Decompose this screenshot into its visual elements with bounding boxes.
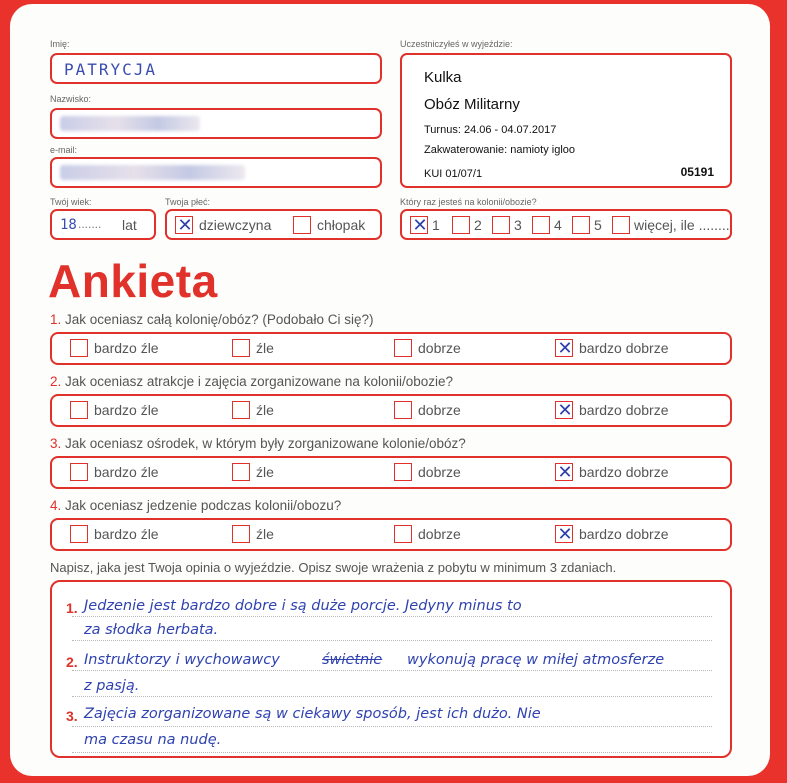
rating-option-label: źle: [256, 526, 274, 542]
checkbox-icon[interactable]: [394, 463, 412, 481]
times-option[interactable]: [612, 216, 730, 234]
trip-info-box: [400, 53, 732, 188]
times-option[interactable]: [492, 216, 522, 234]
trip-name-2: Obóz Militarny: [424, 96, 520, 113]
checkbox-icon[interactable]: [410, 216, 428, 234]
rating-row-2: [50, 394, 732, 427]
checkbox-icon[interactable]: [232, 525, 250, 543]
gender-field: [165, 209, 382, 240]
checkbox-icon[interactable]: [555, 525, 573, 543]
name-label: Imię:: [50, 39, 70, 49]
crossed-word: świetnie: [322, 652, 383, 668]
age-value: 18: [60, 217, 77, 233]
question-3: [50, 436, 466, 451]
opinion-number: 1.: [66, 600, 78, 616]
checkbox-icon[interactable]: [572, 216, 590, 234]
opinion-number: 3.: [66, 708, 78, 724]
checkbox-icon[interactable]: [394, 525, 412, 543]
gender-option-label: chłopak: [317, 217, 366, 233]
checkbox-icon[interactable]: [555, 401, 573, 419]
surname-field[interactable]: [50, 108, 382, 139]
times-option[interactable]: [532, 216, 562, 234]
trip-number: 05191: [680, 165, 714, 179]
checkbox-icon[interactable]: [394, 339, 412, 357]
email-field[interactable]: [50, 157, 382, 188]
rating-option[interactable]: [555, 525, 669, 543]
surname-label: Nazwisko:: [50, 94, 92, 104]
age-label: Twój wiek:: [50, 197, 92, 207]
times-option-label: 3: [514, 217, 522, 233]
rating-row-1: [50, 332, 732, 365]
rating-option[interactable]: [394, 463, 461, 481]
times-option-label: 5: [594, 217, 602, 233]
question-text: Jak oceniasz jedzenie podczas kolonii/obozu?: [65, 498, 342, 513]
redacted-surname: [60, 116, 200, 131]
rating-option[interactable]: [232, 525, 274, 543]
rating-row-4: [50, 518, 732, 551]
rating-option-label: bardzo dobrze: [579, 526, 669, 542]
question-number: 4.: [50, 498, 62, 513]
rating-option[interactable]: [394, 401, 461, 419]
times-label: Który raz jesteś na kolonii/obozie?: [400, 197, 537, 207]
writing-line: [72, 674, 712, 697]
survey-sheet: [10, 4, 770, 776]
rating-option-label: dobrze: [418, 464, 461, 480]
question-text: Jak oceniasz atrakcje i zajęcia zorganizowane na kolonii/obozie?: [65, 374, 454, 389]
times-field: [400, 209, 732, 240]
opinion-box[interactable]: [50, 580, 732, 758]
name-value: PATRYCJA: [64, 60, 158, 79]
checkbox-icon[interactable]: [232, 463, 250, 481]
opinion-line: Jedzenie jest bardzo dobre i są duże porcje. Jedyny minus to: [84, 598, 522, 614]
times-option-label: 4: [554, 217, 562, 233]
redacted-email: [60, 165, 245, 180]
age-dots: .......: [78, 217, 102, 231]
trip-name-1: Kulka: [424, 69, 462, 86]
question-1: [50, 312, 373, 327]
times-option-label: więcej, ile ........: [634, 217, 730, 233]
accommodation-value: namioty igloo: [510, 144, 576, 156]
question-number: 3.: [50, 436, 62, 451]
rating-option[interactable]: [232, 463, 274, 481]
rating-option[interactable]: [70, 463, 159, 481]
rating-option[interactable]: [70, 401, 159, 419]
times-option[interactable]: [410, 216, 440, 234]
email-label: e-mail:: [50, 145, 78, 155]
age-unit: lat: [122, 217, 137, 233]
opinion-line: ma czasu na nudę.: [84, 732, 222, 748]
rating-option-label: bardzo źle: [94, 340, 159, 356]
checkbox-icon[interactable]: [70, 401, 88, 419]
checkbox-icon[interactable]: [175, 216, 193, 234]
checkbox-icon[interactable]: [70, 525, 88, 543]
rating-option[interactable]: [70, 525, 159, 543]
checkbox-icon[interactable]: [612, 216, 630, 234]
checkbox-icon[interactable]: [293, 216, 311, 234]
turnus-value: 24.06 - 04.07.2017: [463, 124, 557, 136]
rating-option-label: źle: [256, 402, 274, 418]
times-option[interactable]: [452, 216, 482, 234]
opinion-line: Zajęcia zorganizowane są w ciekawy sposób, jest ich dużo. Nie: [84, 706, 541, 722]
name-field[interactable]: [50, 53, 382, 84]
checkbox-icon[interactable]: [452, 216, 470, 234]
question-text: Jak oceniasz całą kolonię/obóz? (Podobało Ci się?): [65, 312, 374, 327]
times-option-label: 1: [432, 217, 440, 233]
opinion-line: wykonują pracę w miłej atmosferze: [407, 652, 665, 668]
times-option-label: 2: [474, 217, 482, 233]
opinion-line: za słodka herbata.: [84, 622, 219, 638]
turnus-label: Turnus:: [424, 124, 461, 136]
rating-option-label: dobrze: [418, 402, 461, 418]
rating-option[interactable]: [394, 525, 461, 543]
checkbox-icon[interactable]: [394, 401, 412, 419]
times-option[interactable]: [572, 216, 602, 234]
checkbox-icon[interactable]: [232, 401, 250, 419]
question-2: [50, 374, 453, 389]
rating-row-3: [50, 456, 732, 489]
checkbox-icon[interactable]: [70, 339, 88, 357]
rating-option[interactable]: [232, 401, 274, 419]
checkbox-icon[interactable]: [532, 216, 550, 234]
checkbox-icon[interactable]: [555, 463, 573, 481]
rating-option-label: źle: [256, 340, 274, 356]
checkbox-icon[interactable]: [555, 339, 573, 357]
question-4: [50, 498, 341, 513]
question-number: 1.: [50, 312, 62, 327]
opinion-line: Instruktorzy i wychowawcy: [84, 652, 280, 668]
rating-option[interactable]: [394, 339, 461, 357]
rating-option[interactable]: [232, 339, 274, 357]
rating-option-label: dobrze: [418, 526, 461, 542]
rating-option-label: źle: [256, 464, 274, 480]
checkbox-icon[interactable]: [492, 216, 510, 234]
rating-option-label: bardzo źle: [94, 464, 159, 480]
opinion-prompt: Napisz, jaka jest Twoja opinia o wyjeździe. Opisz swoje wrażenia z pobytu w minimum 3 zdaniach.: [50, 560, 617, 575]
question-text: Jak oceniasz ośrodek, w którym były zorganizowane kolonie/obóz?: [65, 436, 466, 451]
gender-option-label: dziewczyna: [199, 217, 272, 233]
opinion-line: z pasją.: [84, 678, 140, 694]
rating-option[interactable]: [555, 401, 669, 419]
accommodation-label: Zakwaterowanie:: [424, 144, 508, 156]
rating-option-label: dobrze: [418, 340, 461, 356]
checkbox-icon[interactable]: [70, 463, 88, 481]
rating-option-label: bardzo źle: [94, 402, 159, 418]
question-number: 2.: [50, 374, 62, 389]
rating-option[interactable]: [555, 463, 669, 481]
trip-label: Uczestniczyłeś w wyjeździe:: [400, 39, 513, 49]
opinion-number: 2.: [66, 654, 78, 670]
rating-option-label: bardzo dobrze: [579, 340, 669, 356]
rating-option-label: bardzo dobrze: [579, 402, 669, 418]
rating-option[interactable]: [555, 339, 669, 357]
gender-option-female[interactable]: [175, 216, 271, 234]
rating-option-label: bardzo źle: [94, 526, 159, 542]
trip-code: KUI 01/07/1: [424, 168, 483, 180]
rating-option[interactable]: [70, 339, 159, 357]
gender-option-male[interactable]: [293, 216, 365, 234]
page-title: Ankieta: [48, 255, 218, 307]
checkbox-icon[interactable]: [232, 339, 250, 357]
gender-label: Twoja płeć:: [165, 197, 211, 207]
age-field[interactable]: [50, 209, 156, 240]
rating-option-label: bardzo dobrze: [579, 464, 669, 480]
